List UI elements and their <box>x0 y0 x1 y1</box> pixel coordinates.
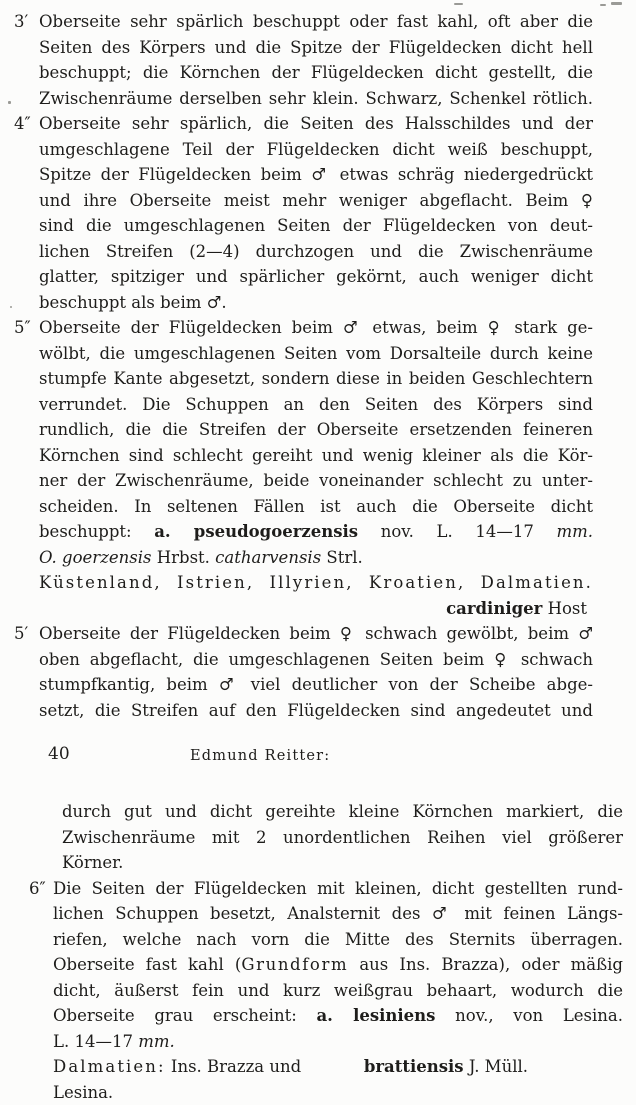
scan-speck <box>8 101 11 104</box>
distribution-and-name-line <box>53 1054 623 1105</box>
taxon-name-goerzensis: O. goerzensis <box>39 548 152 567</box>
author-abbr: Strl. <box>321 548 363 567</box>
page-number: 40 <box>48 742 70 768</box>
paragraph-continuation <box>62 799 623 876</box>
text-line: rundlich, die die Streifen der Oberseite ersetzenden feineren <box>39 417 593 443</box>
couplet-label: 6″ <box>29 876 46 902</box>
key-item-5prime <box>39 621 593 723</box>
running-title: Edmund Reitter: <box>190 744 330 770</box>
taxon-name-brattiensis: brattiensis <box>364 1057 464 1076</box>
page-header <box>53 742 623 768</box>
text-segment: Ins. Brazza und Lesina. <box>53 1057 301 1102</box>
scan-speck <box>10 306 12 308</box>
taxon-name-cardiniger: cardiniger <box>446 599 542 618</box>
text-line: stumpfkantig, beim ♂ viel deutlicher von der Scheibe abge- <box>39 672 593 698</box>
text-segment: nov., von Lesina. <box>435 1006 623 1025</box>
text-line: durch gut und dicht gereihte kleine Körnchen markiert, die <box>62 799 623 825</box>
unit-mm: mm. <box>556 522 593 541</box>
text-line: Zwischenräume derselben sehr klein. Schwarz, Schenkel rötlich. <box>39 86 593 112</box>
text-line: ner der Zwischenräume, beide voneinander schlecht zu unter- <box>39 468 593 494</box>
key-item-4doubleprime <box>39 111 593 315</box>
species-name-segment <box>364 1054 528 1105</box>
emphasized-grundform: Grundform <box>241 955 348 974</box>
text-segment: L. 14—17 <box>53 1032 138 1051</box>
aberration-line <box>53 1003 623 1029</box>
author-abbr: J. Müll. <box>464 1057 528 1076</box>
text-line: scheiden. In seltenen Fällen ist auch die Oberseite dicht <box>39 494 593 520</box>
text-line: Oberseite sehr spärlich, die Seiten des Halsschildes und der <box>39 111 593 137</box>
text-line: und ihre Oberseite meist mehr weniger abgeflacht. Beim ♀ <box>39 188 593 214</box>
text-segment: Oberseite grau erscheint: <box>53 1006 316 1025</box>
text-line: Körner. <box>62 850 623 876</box>
distribution-segment <box>53 1054 364 1105</box>
couplet-label: 3′ <box>14 9 28 35</box>
text-segment: aus Ins. Brazza), oder mäßig <box>348 955 623 974</box>
text-line: dicht, äußerst fein und kurz weißgrau behaart, wodurch die <box>53 978 623 1004</box>
key-item-5doubleprime <box>39 315 593 621</box>
distribution-line: Küstenland, Istrien, Illyrien, Kroatien, Dalmatien. <box>39 570 593 596</box>
author-abbr: Host <box>542 599 587 618</box>
region-dalmatien: Dalmatien: <box>53 1057 166 1076</box>
key-item-6doubleprime <box>53 876 623 1105</box>
species-name-line <box>39 596 593 622</box>
text-line: sind die umgeschlagenen Seiten der Flügeldecken von deut- <box>39 213 593 239</box>
text-line: Oberseite der Flügeldecken beim ♀ schwach gewölbt, beim ♂ <box>39 621 593 647</box>
text-line: beschuppt als beim ♂. <box>39 290 593 316</box>
text-line: Zwischenräume mit 2 unordentlichen Reihen viel größerer <box>62 825 623 851</box>
couplet-label: 5″ <box>14 315 31 341</box>
scan-speck <box>600 4 606 6</box>
text-line: Körnchen sind schlecht gereiht und wenig kleiner als die Kör- <box>39 443 593 469</box>
text-line: Die Seiten der Flügeldecken mit kleinen, dicht gestellten rund- <box>53 876 623 902</box>
text-line: lichen Streifen (2—4) durchzogen und die Zwischenräume <box>39 239 593 265</box>
taxon-name-catharvensis: catharvensis <box>215 548 321 567</box>
text-line: riefen, welche nach vorn die Mitte des Sternits überragen. <box>53 927 623 953</box>
text-line: wölbt, die umgeschlagenen Seiten vom Dorsalteile durch keine <box>39 341 593 367</box>
text-line: Spitze der Flügeldecken beim ♂ etwas schräg niedergedrückt <box>39 162 593 188</box>
scan-speck <box>611 2 622 5</box>
couplet-label: 5′ <box>14 621 28 647</box>
text-line: verrundet. Die Schuppen an den Seiten des Körpers sind <box>39 392 593 418</box>
text-line: stumpfe Kante abgesetzt, sondern diese in beiden Geschlechtern <box>39 366 593 392</box>
text-line: beschuppt; die Körnchen der Flügeldecken dicht gestellt, die <box>39 60 593 86</box>
text-segment: Oberseite fast kahl ( <box>53 955 241 974</box>
taxon-name-lesiniens: a. lesiniens <box>316 1006 435 1025</box>
text-line: setzt, die Streifen auf den Flügeldecken sind angedeutet und <box>39 698 593 724</box>
text-line: Oberseite sehr spärlich beschuppt oder fast kahl, oft aber die <box>39 9 593 35</box>
taxon-name-pseudogoerzensis: a. pseudogoerzensis <box>154 522 358 541</box>
text-line: Seiten des Körpers und die Spitze der Flügeldecken dicht hell <box>39 35 593 61</box>
length-line <box>53 1029 623 1055</box>
text-line: glatter, spitziger und spärlicher gekörnt, auch weniger dicht <box>39 264 593 290</box>
diagnosis-line <box>39 519 593 545</box>
couplet-label: 4″ <box>14 111 31 137</box>
text-line: oben abgeflacht, die umgeschlagenen Seiten beim ♀ schwach <box>39 647 593 673</box>
text-line: Oberseite der Flügeldecken beim ♂ etwas, beim ♀ stark ge- <box>39 315 593 341</box>
key-item-3prime <box>39 9 593 111</box>
author-abbr: Hrbst. <box>152 548 216 567</box>
page-40 <box>0 742 636 1105</box>
scan-speck <box>454 3 463 5</box>
text-line: umgeschlagene Teil der Flügeldecken dicht weiß beschuppt, <box>39 137 593 163</box>
text-segment: beschuppt: <box>39 522 154 541</box>
synonym-line <box>39 545 593 571</box>
text-segment: nov. L. 14—17 <box>358 522 556 541</box>
unit-mm: mm. <box>138 1032 175 1051</box>
text-line: lichen Schuppen besetzt, Analsternit des ♂ mit feinen Längs- <box>53 901 623 927</box>
grundform-line <box>53 952 623 978</box>
